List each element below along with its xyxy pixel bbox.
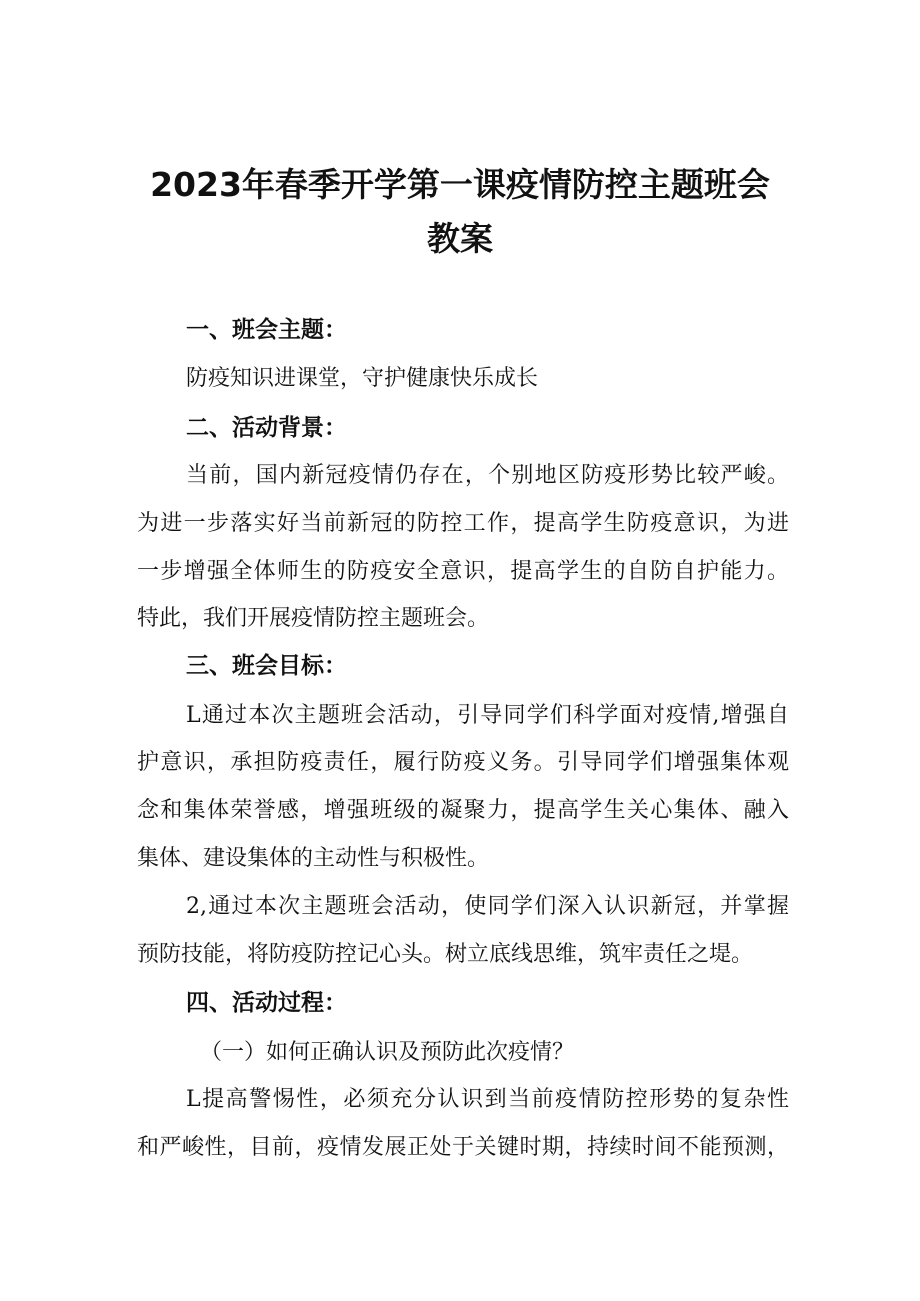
section-4-line-2: 和严峻性，目前，疫情发展正处于关键时期，持续时间不能预测， [137,1135,789,1160]
section-2-line-2: 为进一步落实好当前新冠的防控工作，提高学生防疫意识，为进 [137,511,789,536]
section-1-heading: 一、班会主题： [186,317,347,343]
section-3-line-2: 护意识，承担防疫责任，履行防疫义务。引导同学们增强集体观 [137,750,789,775]
section-3-line-3: 念和集体荣誉感，增强班级的凝聚力，提高学生关心集体、融入 [137,798,789,823]
section-1-line-1: 防疫知识进课堂，守护健康快乐成长 [186,366,539,391]
section-3-line-4: 集体、建设集体的主动性与积极性。 [137,846,490,871]
section-2-line-3: 一步增强全体师生的防疫安全意识，提高学生的自防自护能力。 [137,559,789,584]
section-4-subheading: （一）如何正确认识及预防此次疫情？ [200,1040,575,1065]
section-3-line-1: L通过本次主题班会活动，引导同学们科学面对疫情,增强自 [186,703,789,728]
section-4-line-1: L提高警惕性，必须充分认识到当前疫情防控形势的复杂性 [186,1087,789,1112]
section-3-line-5: 2,通过本次主题班会活动，使同学们深入认识新冠，并掌握 [186,894,789,919]
section-2-line-1: 当前，国内新冠疫情仍存在，个别地区防疫形势比较严峻。 [186,463,789,488]
section-3-heading: 三、班会目标： [186,653,347,679]
section-2-heading: 二、活动背景： [186,415,347,441]
section-4-heading: 四、活动过程： [186,990,347,1016]
document-title-line-2: 教案 [427,219,493,258]
section-2-line-4: 特此，我们开展疫情防控主题班会。 [137,606,490,631]
section-3-line-6: 预防技能，将防疫防控记心头。树立底线思维，筑牢责任之堤。 [137,942,754,967]
document-title-line-1: 2023年春季开学第一课疫情防控主题班会 [150,165,770,204]
